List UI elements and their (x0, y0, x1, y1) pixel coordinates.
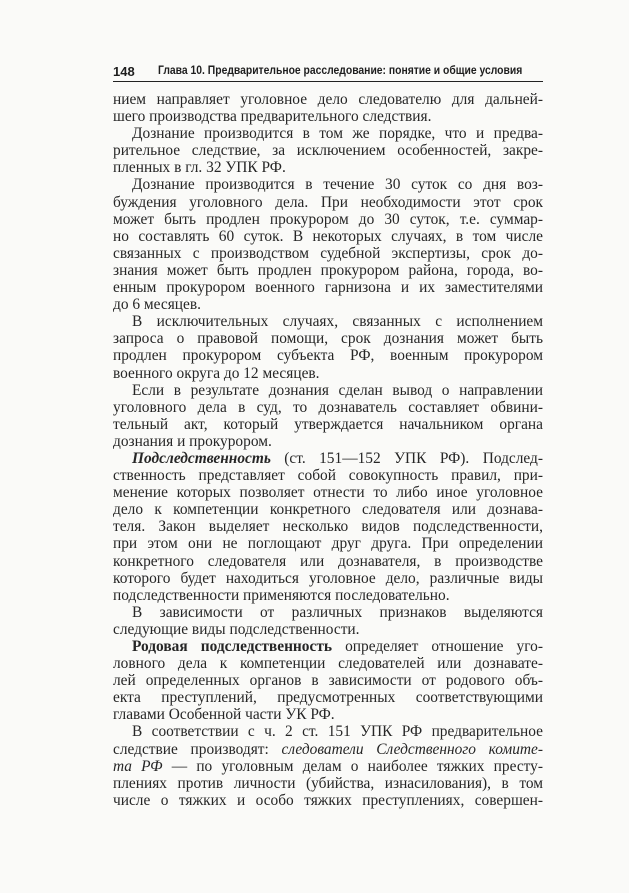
text-line: рительное следствие, за исключением особенностей, закре- (113, 142, 543, 160)
text-line: числе о тяжких и особо тяжких преступлениях, совершен- (113, 791, 543, 809)
text-line: которого будет находиться уголовное дело, различные виды (113, 569, 543, 587)
text-line: тельный акт, который утверждается начальником органа (113, 415, 543, 433)
paragraph (113, 638, 543, 723)
text-line: главами Особенной части УК РФ. (113, 706, 335, 724)
body-text (113, 91, 543, 809)
text-line (113, 758, 543, 775)
paragraph (113, 125, 543, 176)
paragraph (113, 313, 543, 381)
text-line (113, 741, 543, 758)
paragraph (113, 723, 543, 808)
text-line: запроса о правовой помощи, срок дознания может быть (113, 330, 543, 348)
text-line: лей определенных органов в зависимости от родового объ- (113, 672, 543, 690)
text-line: до 6 месяцев. (113, 296, 201, 314)
text-line: Если в результате дознания сделан вывод о направлении (132, 381, 543, 399)
text-line: В соответствии с ч. 2 ст. 151 УПК РФ предварительное (132, 723, 543, 741)
text-line: шего производства предварительного следствия. (113, 108, 432, 126)
text-line: дело к компетенции конкретного следователя или дознава- (113, 501, 543, 519)
text-line: продлен прокурором субъекта РФ, военным прокурором (113, 347, 543, 365)
text-line: менение которых позволяет отнести то либо иное уголовное (113, 484, 543, 502)
text-run: — по уголовным делам о наиболее тяжких престу- (162, 757, 543, 775)
text-run: (ст. 151—152 УПК РФ). Подслед- (270, 449, 543, 467)
text-line: уголовного дела в суд, то дознаватель составляет обвини- (113, 398, 543, 416)
text-line: дознания и прокурором. (113, 432, 272, 450)
text-line (113, 450, 543, 467)
text-line: буждения уголовного дела. При необходимости этот срок (113, 193, 543, 211)
text-line: пленных в гл. 32 УПК РФ. (113, 159, 286, 177)
text-line: ловного дела к компетенции следователей или дознавате- (113, 655, 543, 673)
text-line: В зависимости от различных признаков выделяются (132, 603, 543, 621)
text-line: плениях против личности (убийства, изнасилования), в том (113, 774, 543, 792)
paragraph (113, 450, 543, 604)
text-line: конкретного следователя или дознавателя, в производстве (113, 552, 543, 570)
text-line: может быть продлен прокурором до 30 суток, т.е. суммар- (113, 210, 543, 228)
emphasis-bold-italic: Подследственность (132, 449, 271, 467)
paragraph (113, 382, 543, 450)
text-line: при этом они не поглощают друг друга. При определении (113, 535, 543, 553)
paragraph (113, 91, 543, 125)
emphasis-bold: Родовая подследственность (132, 638, 333, 655)
text-run: следствие производят: (113, 740, 282, 758)
text-line: Дознание производится в течение 30 суток со дня воз- (132, 176, 543, 194)
text-line: В исключительных случаях, связанных с исполнением (132, 313, 543, 331)
text-line: екта преступлений, предусмотренных соответствующими (113, 689, 543, 707)
emphasis-italic: та РФ (113, 757, 163, 775)
paragraph (113, 176, 543, 313)
text-line: военного округа до 12 месяцев. (113, 364, 320, 382)
text-line: подследственности применяются последовательно. (113, 586, 450, 604)
emphasis-italic: следователи Следственного комите- (281, 740, 543, 758)
chapter-title: Глава 10. Предварительное расследование: понятие и общие условия (158, 65, 523, 77)
text-line: связанных с производством судебной экспертизы, срок до- (113, 244, 543, 262)
text-run: определяет отношение уго- (332, 638, 543, 655)
text-line (113, 638, 543, 655)
running-head (113, 62, 543, 82)
text-line: Дознание производится в том же порядке, что и предва- (132, 125, 543, 143)
page-number: 148 (113, 64, 135, 79)
text-line: следующие виды подследственности. (113, 620, 360, 638)
text-line: но составлять 60 суток. В некоторых случаях, в том числе (113, 227, 543, 245)
text-line: теля. Закон выделяет несколько видов подследственности, (113, 518, 543, 536)
text-line: енным прокурором военного гарнизона и их заместителями (113, 279, 543, 297)
text-line: знания может быть продлен прокурором района, города, во- (113, 261, 543, 279)
text-line: ственность представляет собой совокупность правил, при- (113, 467, 543, 485)
text-line: нием направляет уголовное дело следователю для дальней- (113, 91, 543, 108)
paragraph (113, 604, 543, 638)
